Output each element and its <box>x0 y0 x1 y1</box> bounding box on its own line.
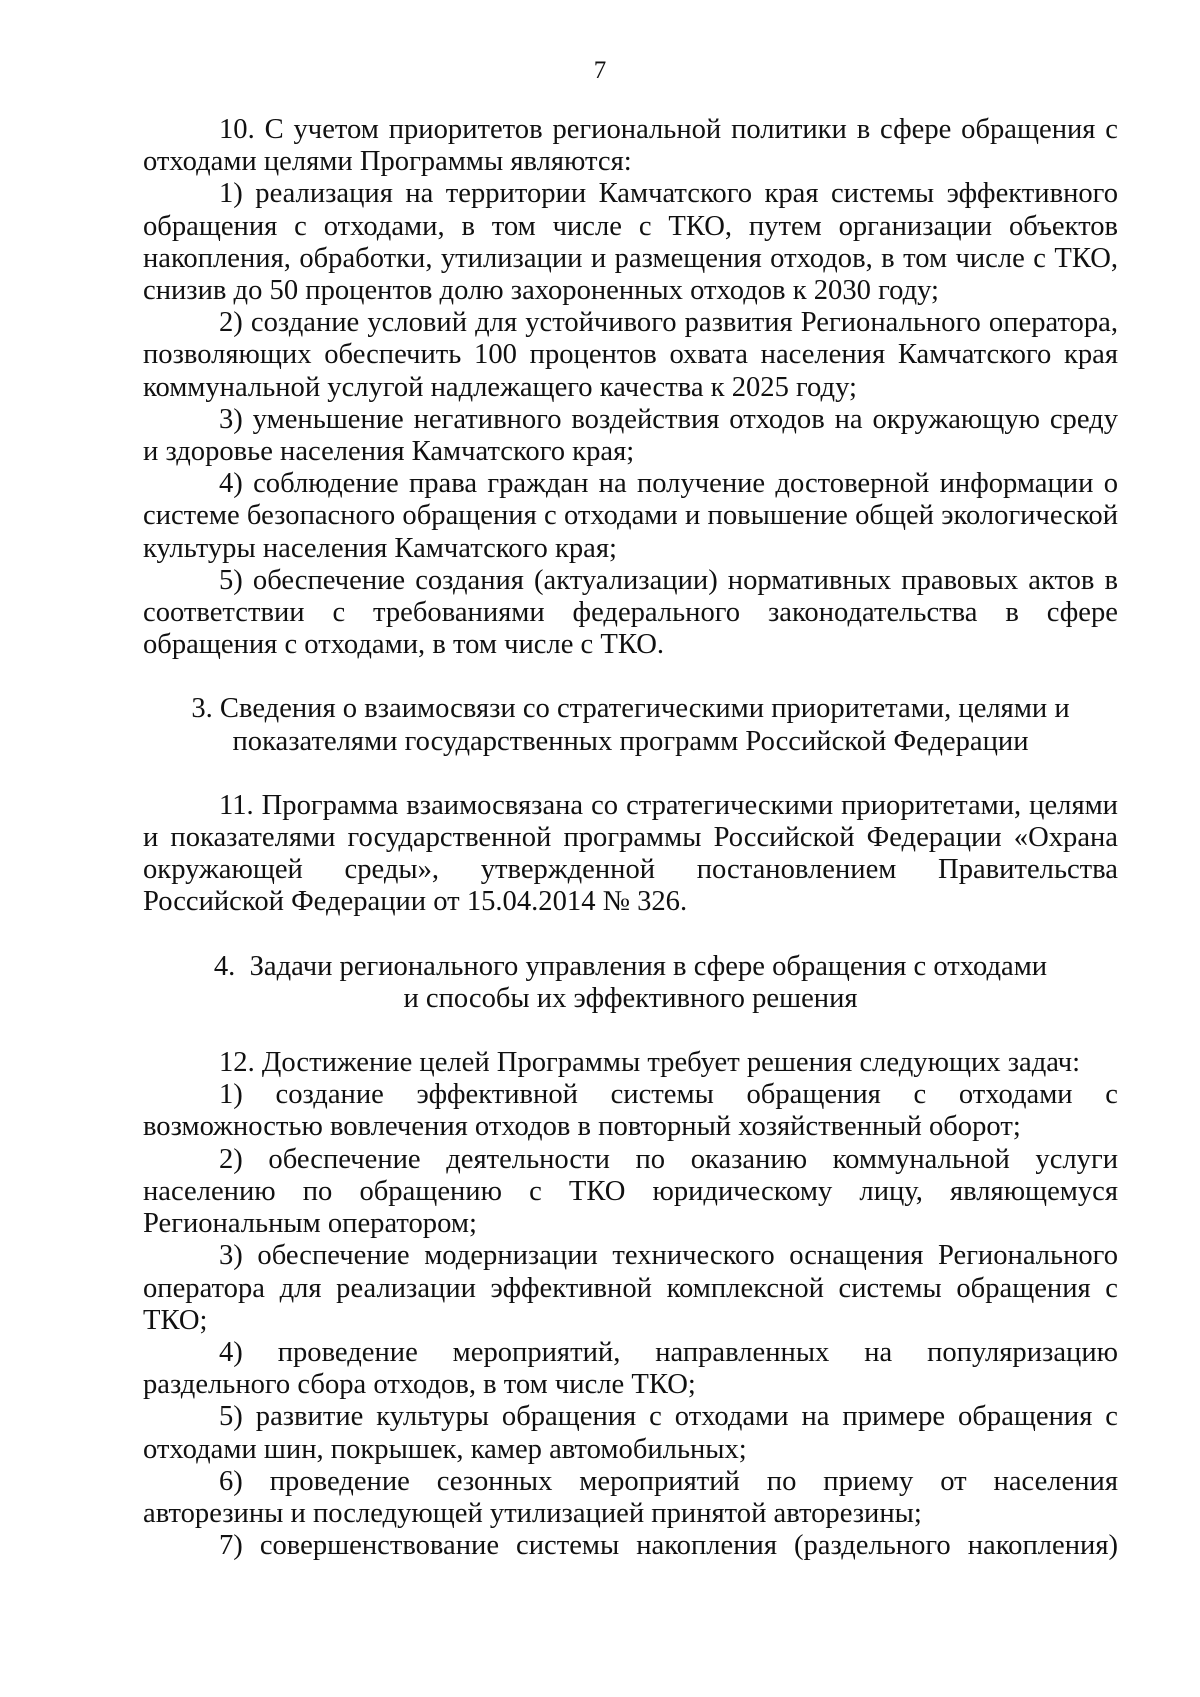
spacer <box>143 1015 1118 1047</box>
section-11-text: 11. Программа взаимосвязана со стратегическими приоритетами, целями и показателями государственной программы Российской Федерации «Охрана окружающей среды», утвержденной постановлением Правительства Российской Федерации от 15.04.2014 № 326. <box>143 789 1118 918</box>
section-12-intro: 12. Достижение целей Программы требует решения следующих задач: <box>219 1047 1081 1079</box>
section-3-heading-line-2: показателями государственных программ Российской Федерации <box>232 725 1029 757</box>
page-content <box>143 114 1118 1562</box>
spacer <box>143 661 1118 693</box>
spacer <box>143 919 1118 951</box>
goal-item-5: 5) обеспечение создания (актуализации) нормативных правовых актов в соответствии с требованиями федерального законодательства в сфере обращения с отходами, в том числе с ТКО. <box>143 564 1118 661</box>
page-number: 7 <box>593 57 607 84</box>
section-10-intro: 10. С учетом приоритетов региональной политики в сфере обращения с отходами целями Программы являются: <box>143 114 1118 178</box>
section-4-heading-line-1: 4. Задачи регионального управления в сфере обращения с отходами <box>213 950 1048 982</box>
spacer <box>143 758 1118 790</box>
task-item-1: 1) создание эффективной системы обращения с отходами с возможностью вовлечения отходов в повторный хозяйственный оборот; <box>143 1079 1118 1143</box>
goal-item-4: 4) соблюдение права граждан на получение достоверной информации о системе безопасного обращения с отходами и повышение общей экологической культуры населения Камчатского края; <box>143 468 1118 564</box>
section-3-heading <box>143 693 1118 757</box>
section-4-heading-line-2: и способы их эффективного решения <box>403 982 858 1014</box>
task-item-2: 2) обеспечение деятельности по оказанию коммунальной услуги населению по обращению с ТКО юридическому лицу, являющемуся Региональным оператором; <box>143 1143 1118 1240</box>
task-item-5: 5) развитие культуры обращения с отходами на примере обращения с отходами шин, покрышек, камер автомобильных; <box>143 1401 1118 1465</box>
task-item-3: 3) обеспечение модернизации технического оснащения Регионального оператора для реализации эффективной комплексной системы обращения с ТКО; <box>143 1240 1118 1336</box>
section-3-heading-line-1: 3. Сведения о взаимосвязи со стратегическими приоритетами, целями и <box>191 693 1070 725</box>
goal-item-1: 1) реализация на территории Камчатского края системы эффективного обращения с отходами, в том числе с ТКО, путем организации объектов накопления, обработки, утилизации и размещения отходов, в том числе с ТКО, снизив до 50 процентов долю захороненных отходов к 2030 году; <box>143 178 1118 307</box>
task-item-4: 4) проведение мероприятий, направленных на популяризацию раздельного сбора отходов, в том числе ТКО; <box>143 1336 1118 1401</box>
task-item-6: 6) проведение сезонных мероприятий по приему от населения авторезины и последующей утилизацией принятой авторезины; <box>143 1465 1118 1529</box>
goal-item-2: 2) создание условий для устойчивого развития Регионального оператора, позволяющих обеспечить 100 процентов охвата населения Камчатского края коммунальной услугой надлежащего качества к 2025 году; <box>143 307 1118 403</box>
section-4-heading <box>143 951 1118 1015</box>
goal-item-3: 3) уменьшение негативного воздействия отходов на окружающую среду и здоровье населения Камчатского края; <box>143 403 1118 468</box>
task-item-7: 7) совершенствование системы накопления (раздельного накопления) <box>219 1530 1118 1562</box>
